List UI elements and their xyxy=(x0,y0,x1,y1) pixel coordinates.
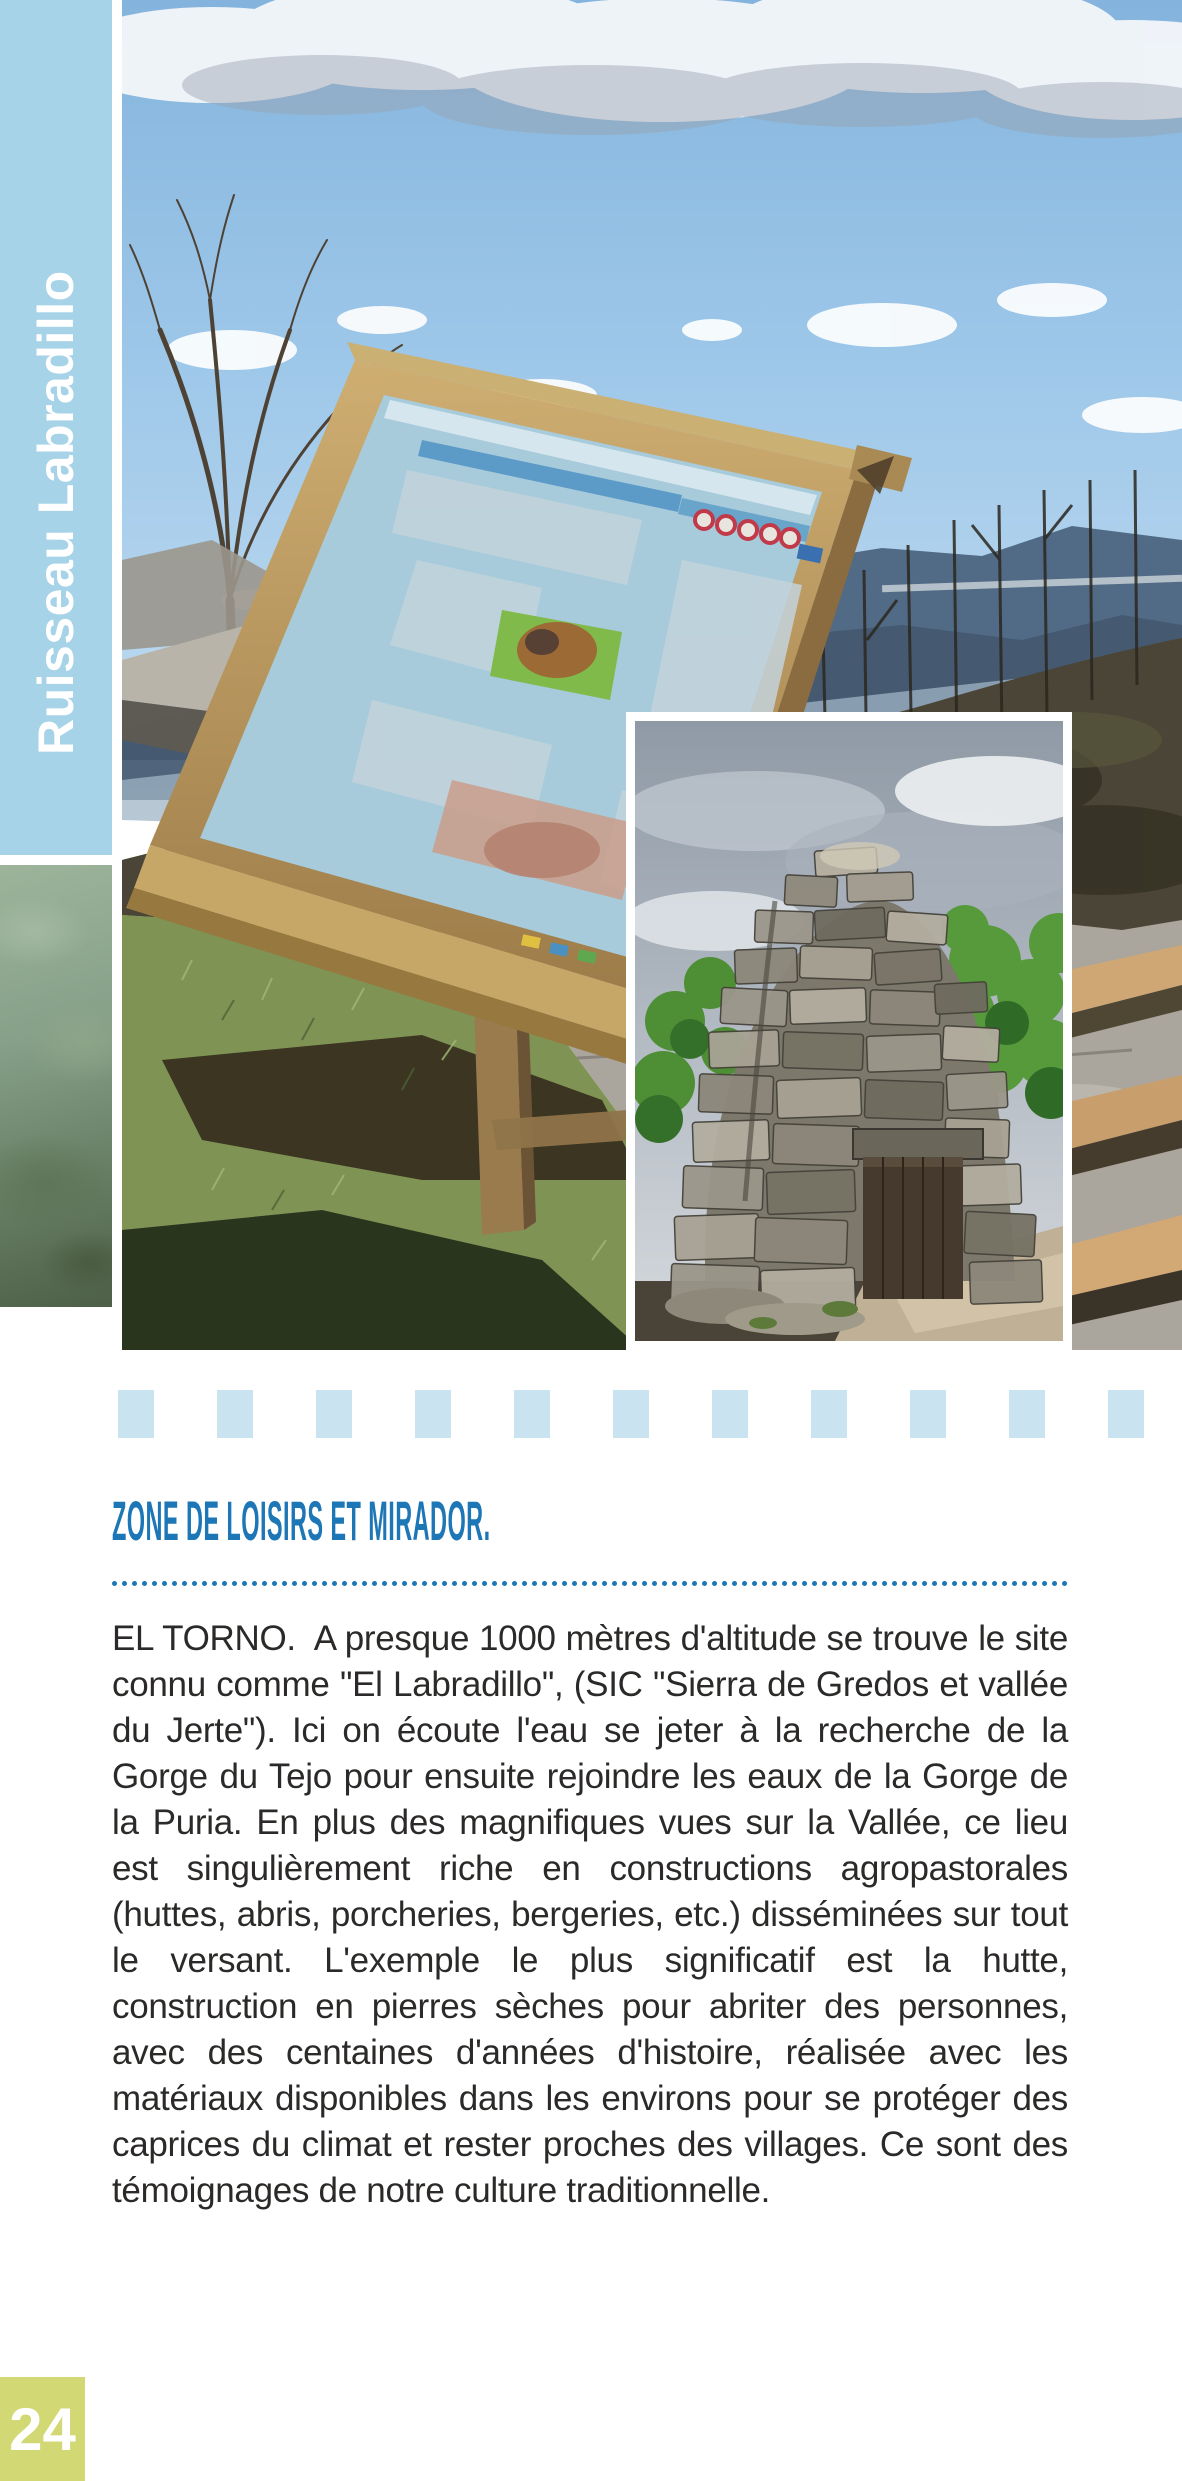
divider-dash xyxy=(415,1390,451,1438)
divider-dash xyxy=(1009,1390,1045,1438)
divider-dash xyxy=(910,1390,946,1438)
stone-hut-inset-photo xyxy=(626,712,1072,1350)
divider-dash xyxy=(613,1390,649,1438)
section-heading: ZONE DE LOISIRS ET MIRADOR. xyxy=(112,1489,491,1552)
divider-dash xyxy=(712,1390,748,1438)
divider-dash xyxy=(118,1390,154,1438)
page-number-badge xyxy=(0,2377,85,2481)
moss-rock-photo xyxy=(0,865,112,1307)
divider-dash xyxy=(316,1390,352,1438)
divider-dash xyxy=(514,1390,550,1438)
stone-hut-scene xyxy=(635,721,1063,1341)
body-paragraph: EL TORNO. A presque 1000 mètres d'altitude se trouve le site connu comme "El Labradillo", (SIC "Sierra de Gredos et vallée du Jerte"). Ici on écoute l'eau se jeter à la recherche de la Gorge du Tejo pour ensuite rejoindre les eaux de la Gorge de la Puria. En plus des magnifiques vues sur la Vallée, ce lieu est singulièrement riche en constructions agropastorales (huttes, abris, porcheries, bergeries, etc.) disséminées sur tout le versant. L'exemple le plus significatif est la hutte, construction en pierres sèches pour abriter des personnes, avec des centaines d'années d'histoire, réalisée avec les matériaux disponibles dans les environs pour se protéger des caprices du climat et rester proches des villages. Ce sont des témoignages de notre culture traditionnelle. xyxy=(112,1619,1068,2210)
sidebar-title: Ruisseau Labradillo xyxy=(28,270,84,755)
divider-dash xyxy=(1108,1390,1144,1438)
dash-divider xyxy=(118,1390,1178,1438)
door-lintel xyxy=(853,1129,983,1159)
wooden-door xyxy=(863,1157,963,1299)
dotted-rule xyxy=(112,1581,1068,1586)
divider-dash xyxy=(217,1390,253,1438)
page-number: 24 xyxy=(9,2395,76,2463)
divider-dash xyxy=(811,1390,847,1438)
sidebar-strip xyxy=(0,0,112,855)
